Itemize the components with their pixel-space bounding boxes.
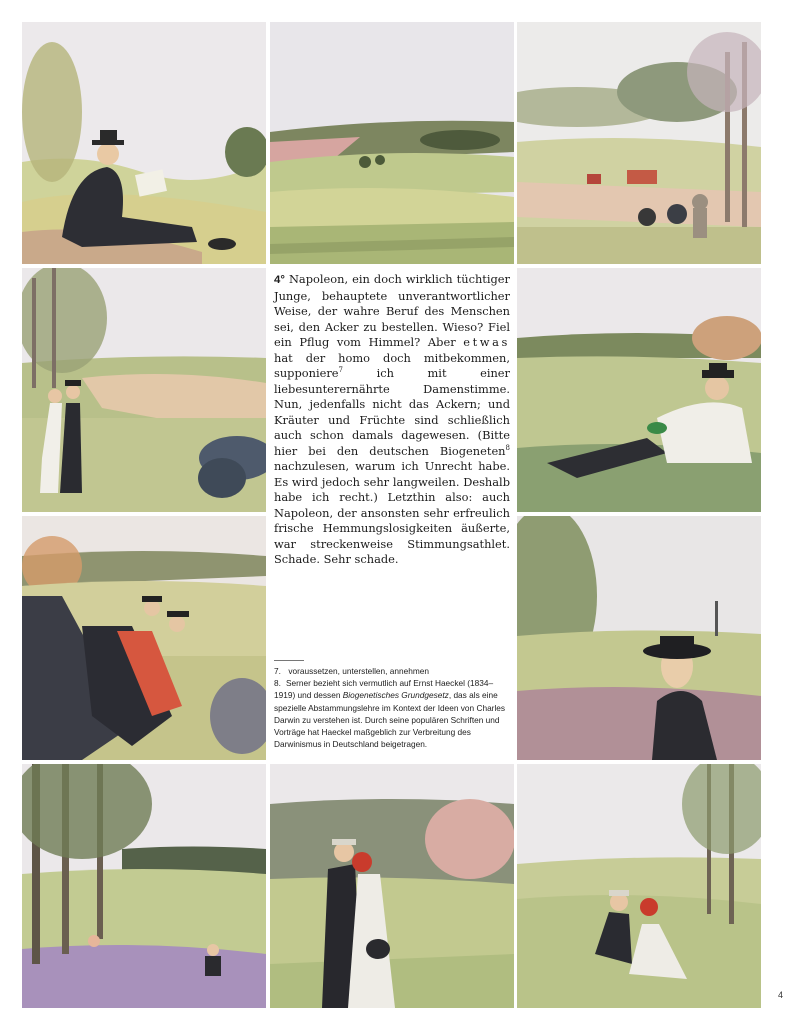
footnote-ref-8: 8 — [505, 443, 510, 452]
illustration-reclining-man-reading — [22, 22, 266, 264]
illustration-couple-in-meadow — [517, 764, 761, 1008]
illustration-embracing-couple — [270, 764, 514, 1008]
illustration-man-in-hat-closeup — [517, 516, 761, 760]
footnote-7-number: 7. — [274, 666, 281, 676]
main-text-part-4: nachzulesen, warum ich Unrecht habe. Es wird jedoch sehr langweilen. Deshalb habe ich recht.) Letzthin also: auch Napoleon, der ansonsten sehr erfreulich frische Hemmungslosigkeiten äußerte, war streckenweise Stimmungsathlet. Schade. Sehr schade. — [274, 459, 510, 566]
footnote-7 — [274, 665, 510, 677]
footnote-divider — [274, 660, 304, 661]
illustration-farm-workers — [517, 22, 761, 264]
main-text-part-2: hat der homo doch mitbekommen, supponiere — [274, 350, 510, 380]
illustration-rolling-fields — [270, 22, 514, 264]
footnote-8 — [274, 677, 510, 750]
main-text-part-1: Napoleon, ein doch wirklich tüchtiger Junge, behauptete unverantwortlicher Weise, der wahre Beruf des Menschen sei, den Acker zu bestellen. Wieso? Fiel ein Pflug vom Himmel? Aber — [274, 272, 510, 349]
footnote-ref-7: 7 — [338, 366, 343, 375]
illustration-strolling-couple — [22, 268, 266, 512]
illustration-spectators-row — [22, 516, 266, 760]
footnote-8-text-a: Serner bezieht sich vermutlich auf Ernst Haeckel (1834–1919) und dessen — [274, 678, 494, 701]
main-text-part-3: ich mit einer liebesunterernährte Damenstimme. Nun, jedenfalls nicht das Ackern; und Kräuter und Früchte sind schließlich auch schon damals dagewesen. (Bitte hier bei den deutschen Biogeneten — [274, 366, 510, 458]
footnote-8-number: 8. — [274, 678, 281, 689]
page-number: 4 — [777, 990, 783, 1000]
section-number: 4° — [274, 274, 285, 286]
illustration-woodland-heather — [22, 764, 266, 1008]
footnotes — [274, 665, 510, 750]
footnote-8-title: Biogenetisches Grundgesetz — [342, 690, 449, 701]
footnote-7-text: voraussetzen, unterstellen, annehmen — [288, 666, 429, 676]
main-text — [274, 272, 510, 568]
illustration-reclining-man-hill — [517, 268, 761, 512]
footnote-8-text-b: , das als eine spezielle Abstammungslehre im Kontext der Ideen von Charles Darwin zu verstehen ist. Durch seine populären Schriften und Vorträge hat Haeckel maßgeblich zur Verbreitung des Darwinismus in Deutschland beigetragen. — [274, 690, 506, 750]
spaced-word: etwas — [463, 335, 510, 349]
